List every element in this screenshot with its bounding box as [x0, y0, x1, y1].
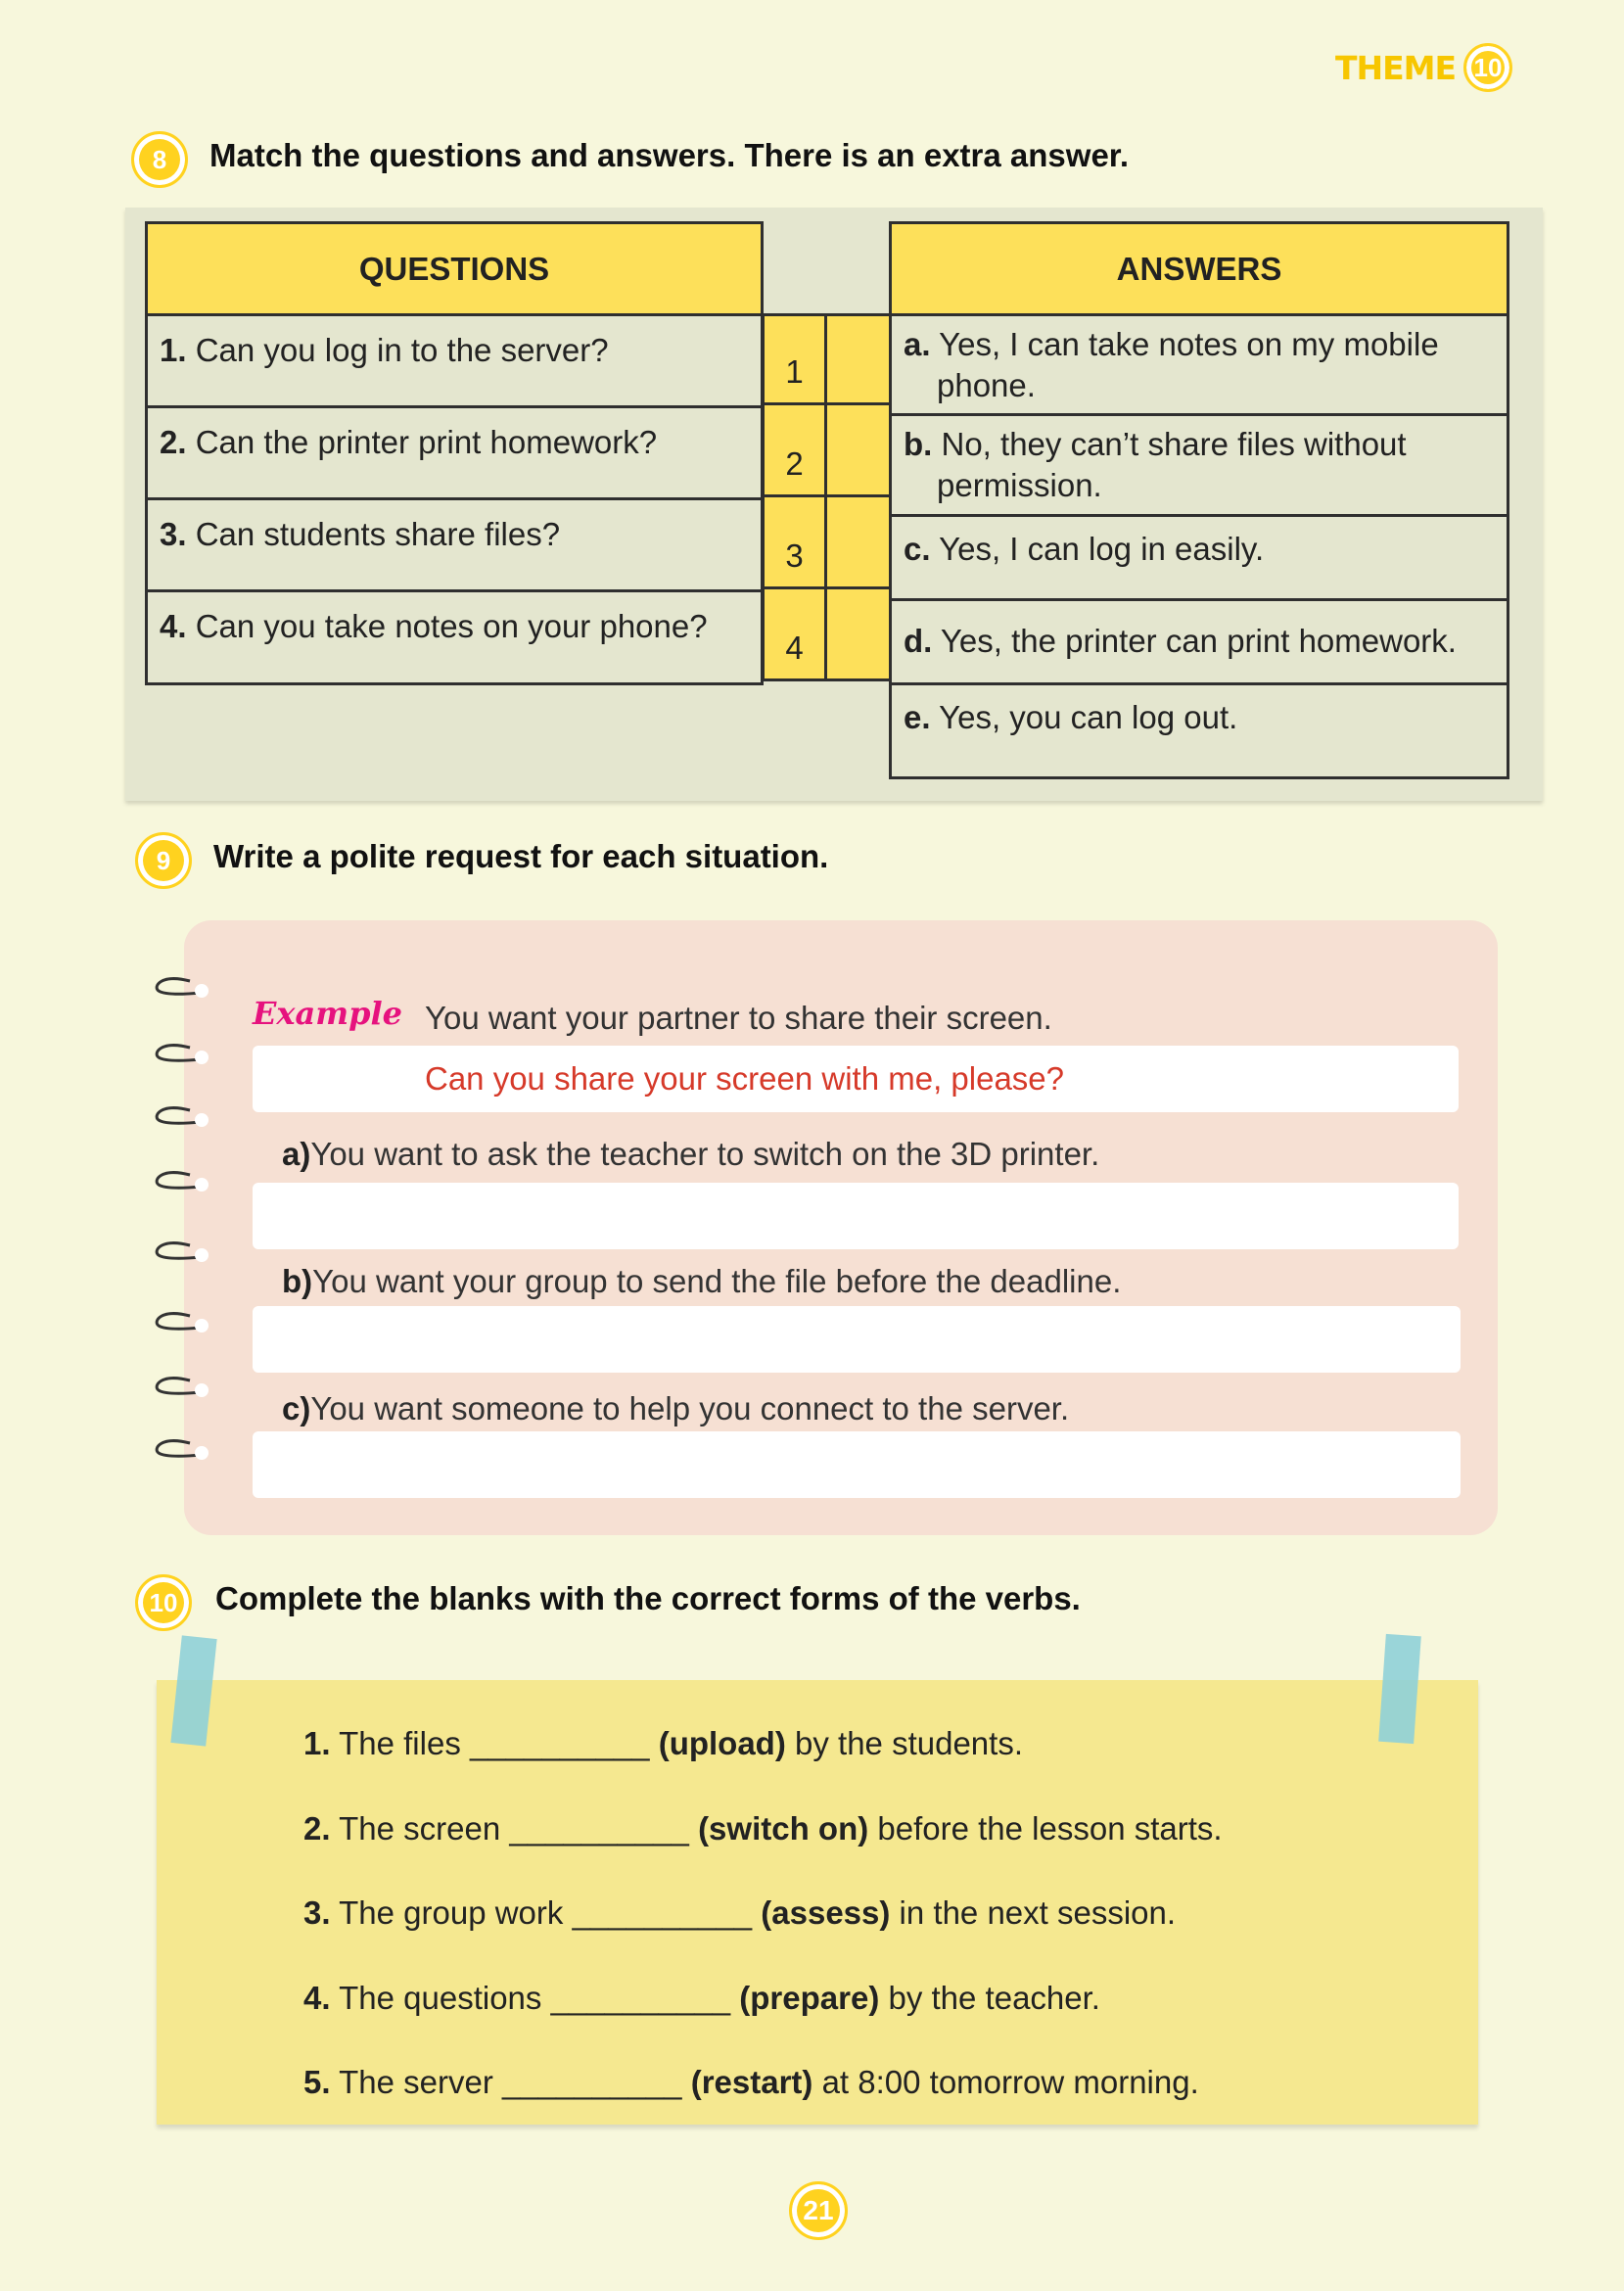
answer-row [892, 316, 1507, 416]
sentence-before: The server [339, 2064, 502, 2100]
spiral-ring-icon [151, 1373, 211, 1402]
sentence-verb: (upload) [658, 1725, 786, 1761]
situation-text: You want to ask the teacher to switch on the 3D printer. [310, 1136, 1100, 1172]
exercise-10-instruction: Complete the blanks with the correct forms of the verbs. [215, 1580, 1081, 1616]
situation-text: You want someone to help you connect to the server. [310, 1390, 1070, 1426]
answer-letter: c. [904, 531, 931, 567]
answer-row [892, 517, 1507, 601]
question-text: Can the printer print homework? [195, 424, 658, 460]
sentence-verb: (switch on) [698, 1810, 869, 1847]
exercise-8-instruction: Match the questions and answers. There is an extra answer. [209, 137, 1129, 173]
tape-right [1378, 1634, 1421, 1744]
answer-letter: a. [904, 326, 931, 362]
spiral-ring-icon [151, 1102, 211, 1132]
situation-a [282, 1136, 1099, 1173]
question-number: 4. [160, 608, 187, 644]
exercise-8-number: 8 [131, 131, 188, 188]
match-answer-slot[interactable] [827, 497, 890, 586]
sentence-5 [303, 2064, 1199, 2101]
situation-letter: a) [282, 1136, 311, 1172]
question-number: 2. [160, 424, 187, 460]
sentence-after: in the next session. [890, 1894, 1177, 1931]
match-number: 4 [765, 589, 827, 678]
spiral-ring-icon [151, 1435, 211, 1465]
question-text: Can you take notes on your phone? [195, 608, 708, 644]
example-prompt: You want your partner to share their screen. [425, 1000, 1052, 1036]
answer-row [892, 416, 1507, 517]
spiral-ring-icon [151, 1040, 211, 1069]
sentence-before: The screen [339, 1810, 510, 1847]
sentence-number: 3. [303, 1894, 331, 1931]
answers-header: ANSWERS [892, 224, 1507, 316]
question-row [148, 500, 761, 592]
sentence-before: The files [339, 1725, 470, 1761]
answer-text: Yes, the printer can print homework. [940, 623, 1457, 659]
spiral-ring-icon [151, 1167, 211, 1196]
match-answer-slot[interactable] [827, 405, 890, 494]
answer-input-c[interactable] [253, 1431, 1461, 1498]
sentence-2 [303, 1810, 1223, 1847]
sentence-after: by the students. [785, 1725, 1023, 1761]
sentence-blank[interactable]: __________ [509, 1810, 689, 1847]
situation-letter: b) [282, 1263, 313, 1299]
sentence-before: The questions [339, 1980, 551, 2016]
answer-letter: b. [904, 426, 933, 462]
sentence-after: at 8:00 tomorrow morning. [812, 2064, 1199, 2100]
sentence-blank[interactable]: __________ [550, 1980, 731, 2016]
match-cell [762, 313, 893, 405]
sentence-3 [303, 1894, 1176, 1932]
exercise-10-number: 10 [135, 1574, 192, 1631]
match-answer-slot[interactable] [827, 589, 890, 678]
questions-table [145, 221, 764, 685]
sentence-after: by the teacher. [879, 1980, 1100, 2016]
sentence-number: 2. [303, 1810, 331, 1847]
answer-row [892, 685, 1507, 776]
sentence-number: 4. [303, 1980, 331, 2016]
exercise-9-number: 9 [135, 832, 192, 889]
question-row [148, 592, 761, 681]
situation-text: You want your group to send the file before the deadline. [312, 1263, 1122, 1299]
question-text: Can students share files? [195, 516, 561, 552]
answers-table [889, 221, 1509, 779]
spiral-ring-icon [151, 1308, 211, 1337]
situation-letter: c) [282, 1390, 311, 1426]
answer-text: No, they can’t share files without permission. [937, 426, 1407, 503]
sentence-number: 5. [303, 2064, 331, 2100]
answer-letter: e. [904, 699, 931, 735]
theme-header [1335, 43, 1512, 92]
match-number: 1 [765, 316, 827, 402]
match-cell [762, 405, 893, 497]
spiral-ring-icon [151, 1238, 211, 1267]
sentence-verb: (prepare) [739, 1980, 880, 2016]
question-number: 1. [160, 332, 187, 368]
answer-input-b[interactable] [253, 1306, 1461, 1373]
sentence-blank[interactable]: __________ [572, 1894, 753, 1931]
match-column [762, 313, 893, 681]
sentence-after: before the lesson starts. [868, 1810, 1223, 1847]
example-answer-text: Can you share your screen with me, please? [425, 1060, 1065, 1097]
match-number: 2 [765, 405, 827, 494]
sentence-verb: (assess) [761, 1894, 891, 1931]
theme-number-badge: 10 [1463, 43, 1512, 92]
sentence-before: The group work [339, 1894, 573, 1931]
answer-text: Yes, I can log in easily. [939, 531, 1265, 567]
example-label: Example [253, 995, 402, 1032]
sentence-verb: (restart) [690, 2064, 813, 2100]
question-number: 3. [160, 516, 187, 552]
answer-letter: d. [904, 623, 933, 659]
match-number: 3 [765, 497, 827, 586]
answer-row [892, 601, 1507, 685]
situation-c [282, 1390, 1069, 1427]
sentence-blank[interactable]: __________ [470, 1725, 650, 1761]
match-cell [762, 497, 893, 589]
spiral-ring-icon [151, 973, 211, 1003]
sentence-blank[interactable]: __________ [502, 2064, 682, 2100]
question-text: Can you log in to the server? [195, 332, 609, 368]
answer-text: Yes, I can take notes on my mobile phone. [937, 326, 1439, 403]
question-row [148, 408, 761, 500]
sentence-number: 1. [303, 1725, 331, 1761]
exercise-9-instruction: Write a polite request for each situation. [213, 838, 829, 874]
match-answer-slot[interactable] [827, 316, 890, 402]
question-row [148, 316, 761, 408]
questions-header: QUESTIONS [148, 224, 761, 316]
answer-text: Yes, you can log out. [939, 699, 1238, 735]
match-cell [762, 589, 893, 681]
theme-label: THEME [1334, 48, 1456, 87]
situation-b [282, 1263, 1121, 1300]
sentence-1 [303, 1725, 1023, 1762]
page-number: 21 [789, 2181, 848, 2240]
sentence-4 [303, 1980, 1100, 2017]
answer-input-a[interactable] [253, 1183, 1459, 1249]
